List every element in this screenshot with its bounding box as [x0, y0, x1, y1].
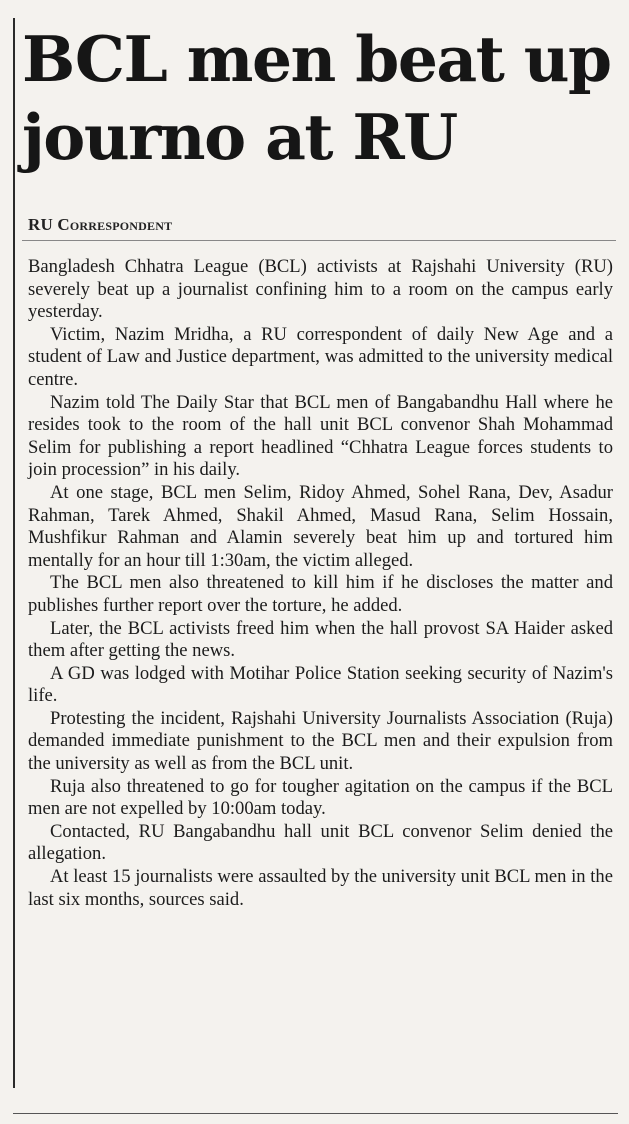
article-body [28, 256, 613, 911]
paragraph-2: Victim, Nazim Mridha, a RU correspondent of daily New Age and a student of Law and Justice department, was admitted to the university medical centre. [28, 323, 613, 390]
paragraph-4: At one stage, BCL men Selim, Ridoy Ahmed, Sohel Rana, Dev, Asadur Rahman, Tarek Ahmed, Shakil Ahmed, Masud Rana, Selim Hossain, Mushfikur Rahman and Alamin severely beat him up and tortured him mentally for an hour till 1:30am, the victim alleged. [28, 481, 613, 571]
column-rule-left [13, 18, 15, 1088]
paragraph-9: Ruja also threatened to go for tougher agitation on the campus if the BCL men are not expelled by 10:00am today. [28, 775, 613, 820]
paragraph-8: Protesting the incident, Rajshahi University Journalists Association (Ruja) demanded immediate punishment to the BCL men and their expulsion from the university as well as from the BCL unit. [28, 707, 613, 775]
bottom-rule [13, 1113, 618, 1114]
paragraph-1: Bangladesh Chhatra League (BCL) activists at Rajshahi University (RU) severely beat up a journalist confining him to a room on the campus early yesterday. [28, 256, 613, 323]
headline: BCL men beat up journo at RU [22, 22, 611, 174]
byline-divider [22, 240, 616, 241]
paragraph-10: Contacted, RU Bangabandhu hall unit BCL convenor Selim denied the allegation. [28, 820, 613, 865]
paragraph-11: At least 15 journalists were assaulted by the university unit BCL men in the last six months, sources said. [28, 866, 613, 910]
paragraph-5: The BCL men also threatened to kill him if he discloses the matter and publishes further report over the torture, he added. [28, 572, 613, 616]
paragraph-6: Later, the BCL activists freed him when the hall provost SA Haider asked them after getting the news. [28, 617, 613, 662]
paragraph-3: Nazim told The Daily Star that BCL men of Bangabandhu Hall where he resides took to the room of the hall unit BCL convenor Shah Mohammad Selim for publishing a report headlined “Chhatra League forces students to join procession” in his daily. [28, 391, 613, 481]
paragraph-7: A GD was lodged with Motihar Police Station seeking security of Nazim's life. [28, 662, 613, 707]
byline: RU Correspondent [28, 215, 173, 234]
